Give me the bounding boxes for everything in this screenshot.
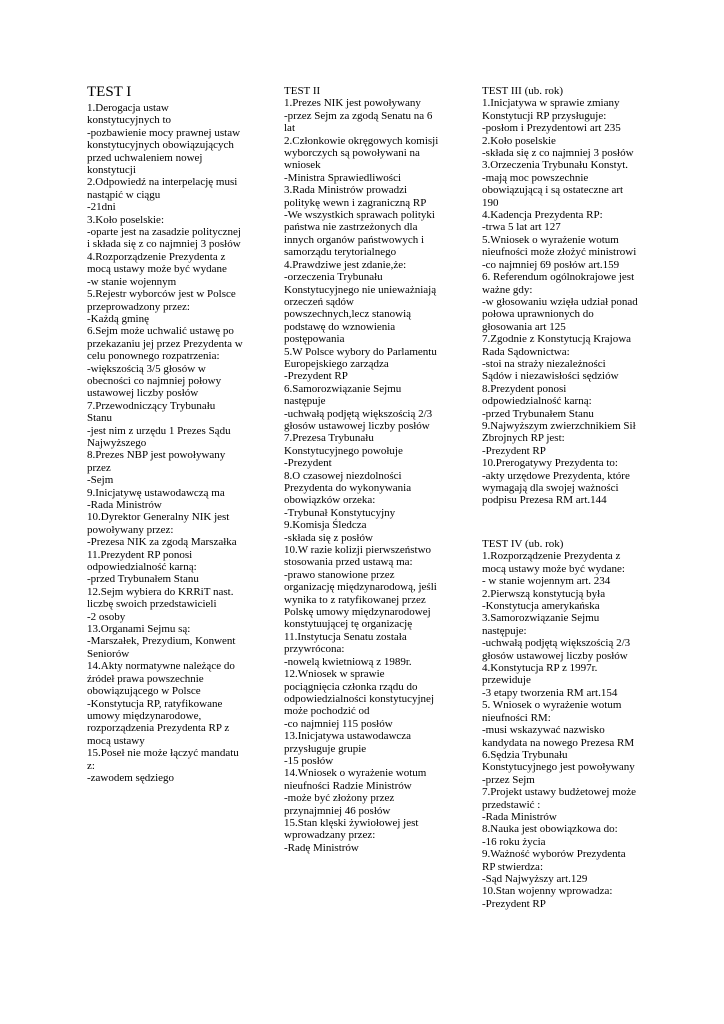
text-line: może pochodzić od xyxy=(284,705,370,718)
text-line: mocą ustawy może być wydane xyxy=(87,263,227,276)
text-line: Konstytucji RP przysługuje: xyxy=(482,109,607,122)
text-line: stosowania przed ustawą ma: xyxy=(284,556,413,569)
text-line: wprowadzany przez: xyxy=(284,829,376,842)
text-line: Prezydenta do wykonywania xyxy=(284,482,412,494)
text-line: 12.Wniosek w sprawie xyxy=(284,668,385,681)
text-line: -pozbawienie mocy prawnej ustaw xyxy=(87,126,241,139)
text-line: -Każdą gminę xyxy=(87,312,149,325)
text-line: 5. Wniosek o wyrażenie wotum xyxy=(482,699,622,712)
text-line: 11.Prezydent RP ponosi xyxy=(87,548,193,561)
text-line: -Prezydent RP xyxy=(482,897,546,910)
text-line: Konstytucyjnego powołuje xyxy=(284,444,403,457)
text-line: -Rada Ministrów xyxy=(482,810,557,823)
text-line: - w stanie wojennym art. 234 xyxy=(482,575,611,588)
text-line: 5.W Polsce wybory do Parlamentu xyxy=(284,345,437,358)
text-line: 4.Konstytucja RP z 1997r. xyxy=(482,662,598,675)
text-line: -uchwałą podjętą większością 2/3 xyxy=(284,407,433,420)
text-line: 8.Prezes NBP jest powoływany xyxy=(87,449,226,462)
text-line: 4.Prawdziwe jest zdanie,że: xyxy=(284,258,407,271)
text-line: -zawodem sędziego xyxy=(87,771,175,784)
text-line: -uchwałą podjętą większością 2/3 xyxy=(482,637,631,650)
text-line: Konstytucyjnego nie unieważniają xyxy=(284,283,437,296)
text-line: 2.Koło poselskie xyxy=(482,134,556,147)
text-line: 13.Inicjatywa ustawodawcza xyxy=(284,730,412,743)
text-line: liczbę swoich przedstawicieli xyxy=(87,598,217,611)
text-line: -składa się z posłów xyxy=(284,531,373,544)
text-line: głosów ustawowej liczby posłów xyxy=(482,649,628,662)
text-line: nastąpić w ciągu xyxy=(87,188,161,201)
text-line: umowy międzynarodowe, xyxy=(87,709,202,722)
text-line: -3 etapy tworzenia RM art.154 xyxy=(482,686,618,699)
text-line: -Prezydent RP xyxy=(482,444,546,457)
text-line: -Trybunał Konstytucyjny xyxy=(284,506,396,519)
text-line: państwa nie zastrzeżonych dla xyxy=(284,221,418,234)
text-line: -stoi na straży niezależności xyxy=(482,357,606,370)
text-line: -Konstytucja RP, ratyfikowane xyxy=(87,697,223,710)
text-line: przed uchwaleniem nowej xyxy=(87,151,203,164)
text-line: 15.Poseł nie może łączyć mandatu xyxy=(87,747,239,760)
text-line: 10.Dyrektor Generalny NIK jest xyxy=(87,511,230,524)
text-line: 7.Przewodniczący Trybunału xyxy=(87,399,216,412)
text-line: wyborczych są powoływani na xyxy=(284,147,420,160)
text-line: -Sejm xyxy=(87,474,114,487)
text-line: postępowania xyxy=(284,333,345,346)
text-line: nieufności RM: xyxy=(482,711,551,724)
text-line: powszechnych,lecz stanowią xyxy=(284,308,412,321)
text-line: -Radę Ministrów xyxy=(284,841,359,854)
text-line: przewiduje xyxy=(482,674,531,687)
text-line: mocą ustawy xyxy=(87,734,145,747)
text-line: 7.Zgodnie z Konstytucją Krajowa xyxy=(482,333,632,346)
text-line: obowiązującego w Polsce xyxy=(87,685,201,698)
text-line: 11.Instytucja Senatu została xyxy=(284,630,407,643)
text-line: -musi wskazywać nazwisko xyxy=(482,724,605,737)
text-line: połowa uprawnionych do xyxy=(482,308,594,321)
text-line: głosowania art 125 xyxy=(482,320,566,333)
text-line: odpowiedzialność karną: xyxy=(87,561,197,574)
text-line: -trwa 5 lat art 127 xyxy=(482,221,561,234)
text-line: ważne gdy: xyxy=(482,283,533,296)
text-line: Rada Sądownictwa: xyxy=(482,345,570,358)
text-line: RP stwierdza: xyxy=(482,860,543,873)
text-line: 7.Prezesa Trybunału xyxy=(284,432,374,445)
text-line: Konstytucyjnego jest powoływany xyxy=(482,761,635,774)
text-line: 190 xyxy=(482,196,499,209)
text-line: -posłom i Prezydentowi art 235 xyxy=(482,122,621,135)
text-line: 7.Projekt ustawy budżetowej może xyxy=(482,786,636,799)
text-line: -16 roku życia xyxy=(482,835,546,848)
text-line: 12.Sejm wybiera do KRRiT nast. xyxy=(87,585,234,598)
text-line: 2.Pierwszą konstytucją była xyxy=(482,587,606,600)
text-line: 2.Członkowie okręgowych komisji xyxy=(284,134,439,147)
text-line: -We wszystkich sprawach polityki xyxy=(284,209,435,222)
test-4-lines xyxy=(482,550,650,910)
text-line: 1.Rozporządzenie Prezydenta z xyxy=(482,550,621,563)
text-line: -Rada Ministrów xyxy=(87,499,162,511)
text-line: politykę wewn i zagraniczną RP xyxy=(284,196,427,209)
text-line: 9.Ważność wyborów Prezydenta xyxy=(482,848,626,861)
text-line: 4.Rozporządzenie Prezydenta z xyxy=(87,250,226,263)
text-line: -jest nim z urzędu 1 Prezes Sądu xyxy=(87,424,231,437)
text-line: -Konstytucja amerykańska xyxy=(482,600,600,613)
text-line: -nowelą kwietniową z 1989r. xyxy=(284,655,412,668)
text-line: -Ministra Sprawiedliwości xyxy=(284,171,402,184)
text-line: Najwyższego xyxy=(87,436,147,449)
text-line: innych organów państwowych i xyxy=(284,233,425,246)
text-line: powoływany przez: xyxy=(87,523,174,536)
text-line: 6.Sejm może uchwalić ustawę po xyxy=(87,325,234,338)
text-line: następuje xyxy=(284,395,326,408)
text-line: celu ponownego rozpatrzenia: xyxy=(87,350,220,363)
text-line: Sądów i niezawisłości sędziów xyxy=(482,370,619,383)
text-line: podpisu Prezesa RM art.144 xyxy=(482,494,607,507)
text-line: 8.Nauka jest obowiązkowa do: xyxy=(482,823,618,836)
text-line: 5.Wniosek o wyrażenie wotum xyxy=(482,233,619,246)
test-2-lines xyxy=(284,97,464,854)
test-3-column xyxy=(482,85,650,507)
text-line: -21dni xyxy=(87,201,116,214)
test-4-column xyxy=(482,538,650,910)
text-line: 8.Prezydent ponosi xyxy=(482,382,567,395)
text-line: -Marszałek, Prezydium, Konwent xyxy=(87,635,236,648)
text-line: -co najmniej 69 posłów art.159 xyxy=(482,258,620,271)
test-4-title: TEST IV (ub. rok) xyxy=(482,538,564,550)
text-line: następuje: xyxy=(482,624,527,637)
text-line: -w stanie wojennym xyxy=(87,275,177,288)
text-line: przez xyxy=(87,461,111,474)
test-2-column xyxy=(284,85,464,854)
text-line: 14.Akty normatywne należące do xyxy=(87,660,235,673)
text-line: obowiązującą i są ostateczne art xyxy=(482,184,624,197)
text-line: -akty urzędowe Prezydenta, które xyxy=(482,469,630,482)
text-line: źródeł prawa powszechnie xyxy=(87,672,204,685)
text-line: 10.Stan wojenny wprowadza: xyxy=(482,885,613,898)
text-line: -przez Sejm za zgodą Senatu na 6 xyxy=(284,109,433,122)
text-line: 2.Odpowiedź na interpelację musi xyxy=(87,176,238,189)
text-line: 6. Referendum ogólnokrajowe jest xyxy=(482,271,635,284)
text-line: 6.Sędzia Trybunału xyxy=(482,748,568,761)
text-line: Polskę umowy międzynarodowej xyxy=(284,606,431,619)
text-line: wynika to z ratyfikowanej przez xyxy=(284,593,426,606)
text-line: przedstawić : xyxy=(482,798,541,811)
text-line: podstawę do wznowienia xyxy=(284,320,396,333)
text-line: konstytucyjnych obowiązujących xyxy=(87,139,234,152)
text-line: -Prezydent RP xyxy=(284,370,348,383)
text-line: Stanu xyxy=(87,412,113,425)
test-1-title: TEST I xyxy=(87,84,132,100)
text-line: -Prezesa NIK za zgodą Marszałka xyxy=(87,536,237,549)
text-line: 9.Komisja Śledcza xyxy=(284,519,367,532)
text-line: -Prezydent xyxy=(284,457,332,470)
text-line: Europejskiego zarządza xyxy=(284,357,389,370)
text-line: 15.Stan klęski żywiołowej jest xyxy=(284,816,419,829)
test-1-lines xyxy=(87,102,267,784)
text-line: 9.Inicjatywę ustawodawczą ma xyxy=(87,486,225,499)
text-line: 5.Rejestr wyborców jest w Polsce xyxy=(87,288,236,301)
text-line: -przez Sejm xyxy=(482,773,535,786)
text-line: samorządu terytorialnego xyxy=(284,246,397,259)
text-line: 3.Rada Ministrów prowadzi xyxy=(284,184,408,197)
text-line: z: xyxy=(87,759,95,772)
text-line: -oparte jest na zasadzie politycznej xyxy=(87,226,241,239)
text-line: odpowiedzialność karną: xyxy=(482,395,592,408)
text-line: ustawowej liczby posłów xyxy=(87,387,199,400)
text-line: lat xyxy=(284,122,295,135)
text-line: konstytuującej tę organizację xyxy=(284,618,413,631)
text-line: -może być złożony przez xyxy=(284,792,395,805)
test-3-lines xyxy=(482,97,650,506)
text-line: pociągnięcia członka rządu do xyxy=(284,680,418,693)
text-line: 3.Samorozwiązanie Sejmu xyxy=(482,612,600,625)
text-line: orzeczeń sądów xyxy=(284,295,354,308)
text-line: 1.Prezes NIK jest powoływany xyxy=(284,97,421,110)
text-line: przynajmniej 46 posłów xyxy=(284,804,391,817)
text-line: -2 osoby xyxy=(87,610,126,623)
text-line: 8.O czasowej niezdolności xyxy=(284,469,402,482)
text-line: -15 posłów xyxy=(284,754,334,767)
text-line: przekazaniu jej przez Prezydenta w xyxy=(87,337,243,350)
test-2-title: TEST II xyxy=(284,85,321,97)
text-line: kandydata na nowego Prezesa RM xyxy=(482,736,635,749)
text-line: mocą ustawy może być wydane: xyxy=(482,562,625,575)
text-line: nieufności może złożyć ministrowi xyxy=(482,246,637,259)
text-line: -co najmniej 115 posłów xyxy=(284,717,393,730)
text-line: 13.Organami Sejmu są: xyxy=(87,623,191,636)
text-line: przysługuje grupie xyxy=(284,742,367,755)
text-line: 3.Koło poselskie: xyxy=(87,213,164,226)
text-line: 10.Prerogatywy Prezydenta to: xyxy=(482,457,618,470)
text-line: 3.Orzeczenia Trybunału Konstyt. xyxy=(482,159,629,172)
text-line: odpowiedzialności konstytucyjnej xyxy=(284,692,434,705)
text-line: organizację międzynarodową, jeśli xyxy=(284,581,437,594)
text-line: wymagają dla swojej ważności xyxy=(482,482,619,494)
text-line: i składa się z co najmniej 3 posłów xyxy=(87,238,241,251)
text-line: obecności co najmniej połowy xyxy=(87,374,222,387)
text-line: Zbrojnych RP jest: xyxy=(482,432,565,445)
text-line: -przed Trybunałem Stanu xyxy=(482,407,594,420)
text-line: 10.W razie kolizji pierwszeństwo xyxy=(284,544,432,557)
text-line: -składa się z co najmniej 3 posłów xyxy=(482,147,634,160)
text-line: 14.Wniosek o wyrażenie wotum xyxy=(284,767,427,780)
text-line: -mają moc powszechnie xyxy=(482,171,589,184)
test-3-title: TEST III (ub. rok) xyxy=(482,85,564,97)
text-line: 1.Derogacja ustaw xyxy=(87,102,169,114)
text-line: głosów ustawowej liczby posłów xyxy=(284,419,430,432)
text-line: -prawo stanowione przez xyxy=(284,568,395,581)
text-line: konstytucyjnych to xyxy=(87,114,172,127)
text-line: 1.Inicjatywa w sprawie zmiany xyxy=(482,97,620,110)
text-line: 6.Samorozwiązanie Sejmu xyxy=(284,382,402,395)
text-line: -przed Trybunałem Stanu xyxy=(87,573,199,586)
text-line: -większością 3/5 głosów w xyxy=(87,362,206,375)
text-line: konstytucji xyxy=(87,164,136,177)
text-line: Seniorów xyxy=(87,647,130,660)
text-line: 4.Kadencja Prezydenta RP: xyxy=(482,209,603,222)
text-line: -orzeczenia Trybunału xyxy=(284,271,383,284)
text-line: 9.Najwyższym zwierzchnikiem Sił xyxy=(482,419,636,432)
text-line: obowiązków orzeka: xyxy=(284,494,376,507)
text-line: przywrócona: xyxy=(284,643,345,656)
text-line: nieufności Radzie Ministrów xyxy=(284,779,412,792)
text-line: rozporządzenia Prezydenta RP z xyxy=(87,722,230,735)
text-line: -w głosowaniu wzięła udział ponad xyxy=(482,295,638,308)
text-line: -Sąd Najwyższy art.129 xyxy=(482,872,588,885)
text-line: wniosek xyxy=(284,159,321,172)
test-1-column xyxy=(87,84,267,784)
text-line: przeprowadzony przez: xyxy=(87,300,190,313)
